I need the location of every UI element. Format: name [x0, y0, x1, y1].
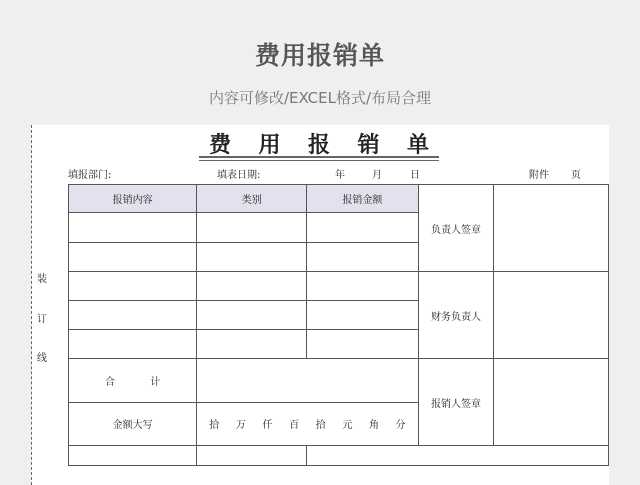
- cell-category[interactable]: [197, 301, 307, 330]
- cell-amount[interactable]: [307, 330, 419, 359]
- total-label-cell: [69, 359, 197, 403]
- expense-table: [68, 184, 609, 466]
- sign-label-claimant: 报销人签章: [418, 359, 494, 446]
- unit-label: 元: [342, 420, 353, 432]
- year-label: 年: [335, 170, 345, 181]
- sign-field-manager[interactable]: [494, 185, 609, 272]
- binding-char-2: 订: [37, 314, 47, 325]
- unit-label: 万: [235, 420, 246, 432]
- cell-amount[interactable]: [307, 242, 419, 271]
- cell-amount[interactable]: [307, 213, 419, 242]
- form-title-char: 用: [258, 133, 281, 158]
- col-header-amount: 报销金额: [307, 185, 419, 213]
- sign-field-claimant[interactable]: [494, 359, 609, 446]
- cell-category[interactable]: [197, 213, 307, 242]
- cell-content[interactable]: [69, 242, 197, 271]
- cell-category[interactable]: [197, 272, 307, 301]
- unit-label: 仟: [262, 420, 273, 432]
- form-title-char: 费: [209, 133, 232, 158]
- form-title-char: 销: [357, 133, 380, 158]
- footer-cell-wide[interactable]: [307, 446, 609, 466]
- cell-content[interactable]: [69, 213, 197, 242]
- cell-category[interactable]: [197, 330, 307, 359]
- form-title-char: 报: [307, 133, 330, 158]
- sign-label-finance: 财务负责人: [418, 272, 494, 359]
- unit-label: 拾: [209, 420, 220, 432]
- fill-date-label: 填表日期:: [217, 170, 261, 181]
- unit-label: 分: [395, 420, 406, 432]
- fill-dept-label: 填报部门:: [68, 170, 112, 181]
- month-label: 月: [372, 170, 382, 181]
- sign-label-manager: 负责人签章: [418, 185, 494, 272]
- day-label: 日: [410, 170, 420, 181]
- attach-label: 附件: [529, 170, 549, 181]
- unit-label: 角: [368, 420, 379, 432]
- form-title-char: 单: [406, 133, 429, 158]
- title-underline-thin: [199, 160, 439, 161]
- page-subtitle: 内容可修改/EXCEL格式/布局合理: [208, 89, 432, 107]
- footer-cell[interactable]: [69, 446, 197, 466]
- cell-content[interactable]: [69, 330, 197, 359]
- form-title: [199, 128, 439, 158]
- title-underline-thick: [199, 156, 439, 158]
- page-label: 页: [571, 170, 581, 181]
- page-title: 费用报销单: [254, 41, 385, 70]
- total-label-char: 计: [150, 376, 161, 388]
- binding-char-1: 装: [37, 274, 47, 285]
- col-header-category: 类别: [197, 185, 307, 213]
- expense-form-sheet: [31, 125, 609, 485]
- binding-dashed-line: [31, 125, 32, 485]
- cell-amount[interactable]: [307, 301, 419, 330]
- unit-label: 拾: [315, 420, 326, 432]
- cell-category[interactable]: [197, 242, 307, 271]
- cell-content[interactable]: [69, 272, 197, 301]
- total-amount-field[interactable]: [197, 359, 418, 403]
- footer-cell[interactable]: [197, 446, 307, 466]
- unit-label: 百: [289, 420, 300, 432]
- sign-field-finance[interactable]: [494, 272, 609, 359]
- total-label-char: 合: [105, 376, 115, 388]
- col-header-content: 报销内容: [69, 185, 197, 213]
- amount-upper-field[interactable]: [197, 402, 418, 446]
- cell-amount[interactable]: [307, 272, 419, 301]
- binding-char-3: 线: [37, 353, 47, 364]
- cell-content[interactable]: [69, 301, 197, 330]
- amount-upper-label: 金额大写: [69, 402, 197, 446]
